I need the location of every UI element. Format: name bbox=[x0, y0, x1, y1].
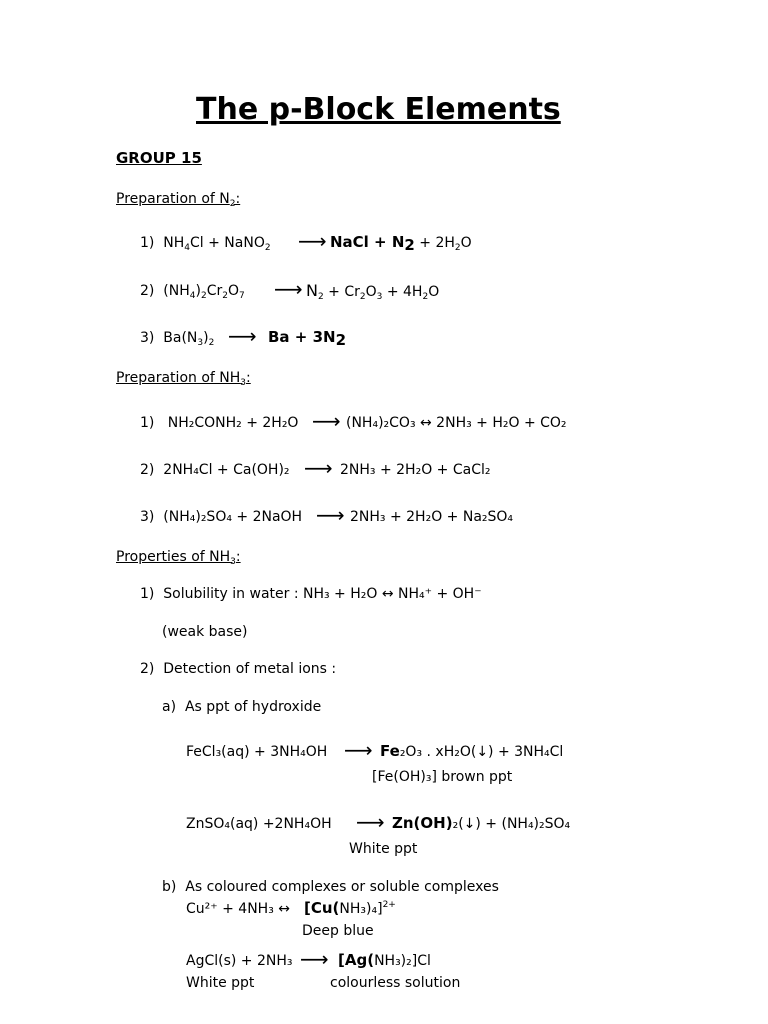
cu-reaction: Cu²⁺ + 4NH₃ ↔ bbox=[186, 901, 290, 917]
nh3-prep-heading: Preparation of $NH_3$: bbox=[116, 370, 251, 388]
nh3-props-heading: Properties of $NH_3$: bbox=[116, 549, 241, 567]
arrow-icon: ⟶ bbox=[316, 503, 345, 527]
ag-note-right: colourless solution bbox=[330, 975, 461, 991]
n2-reaction-1-products: NaCl + $N_2 + 2H_2O$ bbox=[330, 233, 472, 254]
fe-reaction: FeCl₃(aq) + 3NH₄OH bbox=[186, 744, 328, 760]
property-1-note: (weak base) bbox=[162, 624, 248, 640]
arrow-icon: ⟶ bbox=[312, 409, 341, 433]
arrow-icon: ⟶ bbox=[356, 810, 385, 834]
nh3-reaction-1-products: (NH₄)₂CO₃ ↔ 2NH₃ + H₂O + CO₂ bbox=[346, 415, 567, 431]
cu-reaction-products: $[Cu(NH_3)_4]^{2+}$ bbox=[304, 899, 396, 917]
arrow-icon: ⟶ bbox=[228, 324, 257, 348]
arrow-icon: ⟶ bbox=[344, 738, 373, 762]
nh3-reaction-3-products: 2NH₃ + 2H₂O + Na₂SO₄ bbox=[350, 509, 514, 525]
n2-reaction-2-products: $N_2 + Cr_2O_3 + 4H_2O$ bbox=[306, 281, 440, 302]
arrow-icon: ⟶ bbox=[298, 229, 327, 253]
page-title: The p-Block Elements bbox=[196, 92, 561, 127]
fe-note: [Fe(OH)₃] brown ppt bbox=[372, 769, 513, 785]
arrow-icon: ⟶ bbox=[304, 456, 333, 480]
subitem-b: b) As coloured complexes or soluble complexes bbox=[162, 879, 499, 895]
arrow-icon: ⟶ bbox=[274, 277, 303, 301]
arrow-icon: ⟶ bbox=[300, 947, 329, 971]
nh3-reaction-1: 1) NH₂CONH₂ + 2H₂O bbox=[140, 415, 299, 431]
cu-note: Deep blue bbox=[302, 923, 374, 939]
nh3-reaction-2: 2) 2NH₄Cl + Ca(OH)₂ bbox=[140, 462, 290, 478]
property-2: 2) Detection of metal ions : bbox=[140, 661, 337, 677]
zn-reaction: ZnSO₄(aq) +2NH₄OH bbox=[186, 816, 332, 832]
ag-reaction: AgCl(s) + 2NH₃ bbox=[186, 953, 293, 969]
n2-reaction-1: 1) $NH_4Cl$ + NaNO$_2$ bbox=[140, 235, 271, 253]
ag-reaction-products: [Ag(NH₃)₂]Cl bbox=[338, 951, 431, 969]
nh3-reaction-3: 3) (NH₄)₂SO₄ + 2NaOH bbox=[140, 509, 303, 525]
zn-note: White ppt bbox=[349, 841, 418, 857]
group-heading: GROUP 15 bbox=[116, 149, 202, 167]
nh3-reaction-2-products: 2NH₃ + 2H₂O + CaCl₂ bbox=[340, 462, 491, 478]
property-1: 1) Solubility in water : NH₃ + H₂O ↔ NH₄⁺ + OH⁻ bbox=[140, 586, 482, 602]
n2-prep-heading: Preparation of $N_2$: bbox=[116, 191, 241, 209]
fe-reaction-products: Fe₂O₃ . xH₂O(↓) + 3NH₄Cl bbox=[380, 742, 564, 760]
n2-reaction-3: 3) $Ba(N_3)_2$ bbox=[140, 330, 215, 348]
n2-reaction-2: 2) $(NH_4)_2Cr_2O_7$ bbox=[140, 283, 245, 301]
zn-reaction-products: Zn(OH)₂(↓) + (NH₄)₂SO₄ bbox=[392, 814, 571, 832]
subitem-a: a) As ppt of hydroxide bbox=[162, 699, 322, 715]
ag-note-left: White ppt bbox=[186, 975, 255, 991]
n2-reaction-3-products: $Ba + 3N_2$ bbox=[268, 328, 346, 349]
